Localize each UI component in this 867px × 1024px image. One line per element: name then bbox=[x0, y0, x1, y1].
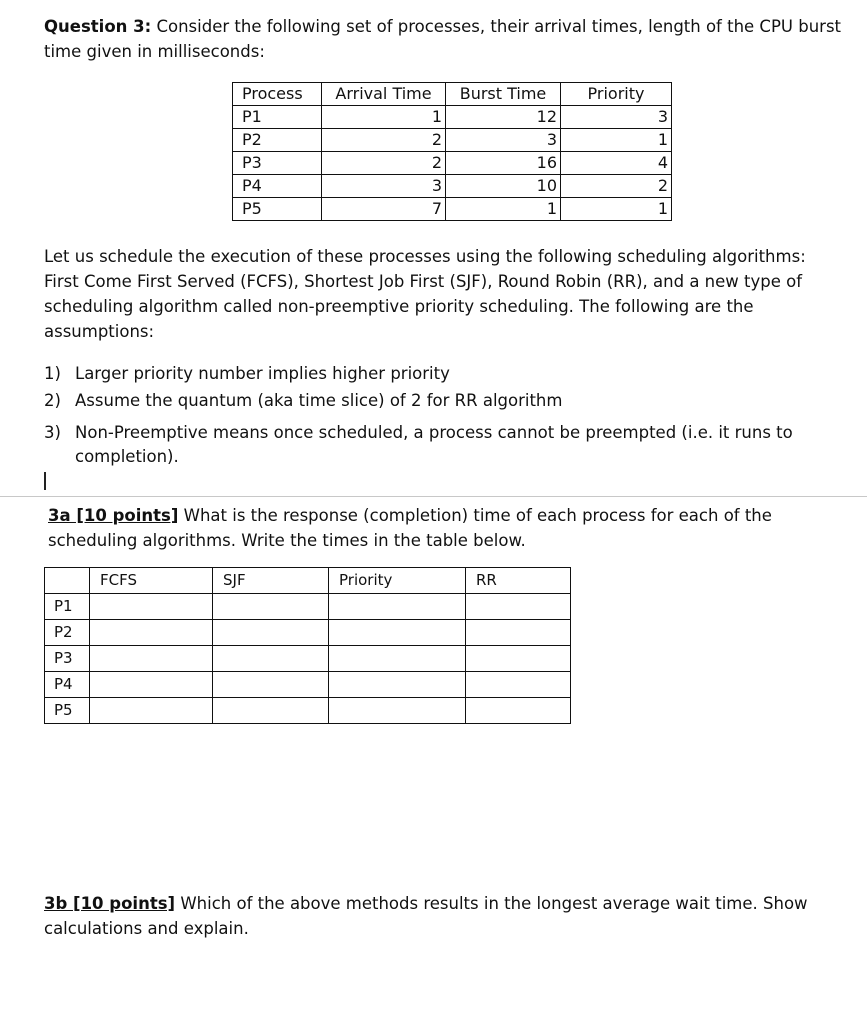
priority-cell: 4 bbox=[561, 152, 672, 175]
burst-cell: 12 bbox=[446, 106, 561, 129]
question-label: Question 3: bbox=[44, 17, 152, 36]
row-label: P2 bbox=[45, 620, 90, 646]
table-row bbox=[233, 106, 672, 129]
header-fcfs: FCFS bbox=[90, 568, 213, 594]
answer-cell[interactable] bbox=[466, 698, 571, 724]
table-row bbox=[233, 198, 672, 221]
priority-cell: 1 bbox=[561, 198, 672, 221]
part-a-label: 3a [10 points] bbox=[48, 506, 179, 525]
intro-paragraph: Let us schedule the execution of these processes using the following scheduling algorithms: First Come First Served (FCFS), Shortest Job First (SJF), Round Robin (RR), and a new type of scheduling algorithm called non-preemptive priority scheduling. The following are the assumptions: bbox=[44, 247, 806, 341]
burst-cell: 1 bbox=[446, 198, 561, 221]
process-table bbox=[232, 82, 672, 221]
header-burst-time: Burst Time bbox=[446, 83, 561, 106]
list-text: Larger priority number implies higher priority bbox=[75, 364, 450, 383]
priority-cell: 1 bbox=[561, 129, 672, 152]
answer-cell[interactable] bbox=[213, 698, 329, 724]
list-number: 3) bbox=[44, 423, 61, 442]
table-row bbox=[233, 175, 672, 198]
arrival-cell: 2 bbox=[322, 152, 446, 175]
row-label: P1 bbox=[45, 594, 90, 620]
answer-cell[interactable] bbox=[90, 698, 213, 724]
header-priority: Priority bbox=[561, 83, 672, 106]
table-row bbox=[45, 594, 571, 620]
answer-table-header bbox=[45, 568, 571, 594]
part-a-text: What is the response (completion) time of each process for each of the scheduling algorithms. Write the times in the table below. bbox=[48, 506, 772, 550]
answer-cell[interactable] bbox=[90, 672, 213, 698]
answer-cell[interactable] bbox=[329, 620, 466, 646]
part-b-text: Which of the above methods results in the longest average wait time. Show calculations and explain. bbox=[44, 894, 808, 938]
part-b-question bbox=[44, 891, 834, 941]
arrival-cell: 3 bbox=[322, 175, 446, 198]
answer-cell[interactable] bbox=[329, 594, 466, 620]
question-heading bbox=[44, 14, 854, 64]
arrival-cell: 1 bbox=[322, 106, 446, 129]
answer-table[interactable] bbox=[44, 567, 571, 724]
arrival-cell: 2 bbox=[322, 129, 446, 152]
process-table-header bbox=[233, 83, 672, 106]
process-cell: P5 bbox=[233, 198, 322, 221]
process-cell: P2 bbox=[233, 129, 322, 152]
answer-cell[interactable] bbox=[213, 646, 329, 672]
answer-cell[interactable] bbox=[90, 646, 213, 672]
priority-cell: 2 bbox=[561, 175, 672, 198]
answer-cell[interactable] bbox=[90, 620, 213, 646]
header-process: Process bbox=[233, 83, 322, 106]
answer-cell[interactable] bbox=[213, 594, 329, 620]
list-text: Non-Preemptive means once scheduled, a process cannot be preempted (i.e. it runs to completion). bbox=[75, 423, 793, 466]
table-row bbox=[45, 646, 571, 672]
page-divider bbox=[0, 496, 867, 497]
header-arrival-time: Arrival Time bbox=[322, 83, 446, 106]
answer-cell[interactable] bbox=[466, 672, 571, 698]
header-blank bbox=[45, 568, 90, 594]
row-label: P4 bbox=[45, 672, 90, 698]
process-cell: P1 bbox=[233, 106, 322, 129]
table-row bbox=[45, 672, 571, 698]
arrival-cell: 7 bbox=[322, 198, 446, 221]
answer-cell[interactable] bbox=[213, 620, 329, 646]
table-row bbox=[45, 620, 571, 646]
header-rr: RR bbox=[466, 568, 571, 594]
burst-cell: 3 bbox=[446, 129, 561, 152]
table-row bbox=[45, 698, 571, 724]
header-sjf: SJF bbox=[213, 568, 329, 594]
answer-cell[interactable] bbox=[329, 672, 466, 698]
process-cell: P4 bbox=[233, 175, 322, 198]
text-cursor bbox=[44, 472, 46, 490]
part-a-question bbox=[48, 503, 838, 553]
header-priority: Priority bbox=[329, 568, 466, 594]
part-b-label: 3b [10 points] bbox=[44, 894, 176, 913]
list-text: Assume the quantum (aka time slice) of 2 for RR algorithm bbox=[75, 391, 563, 410]
question-text: Consider the following set of processes, their arrival times, length of the CPU burst time given in milliseconds: bbox=[44, 17, 842, 61]
answer-cell[interactable] bbox=[466, 620, 571, 646]
answer-cell[interactable] bbox=[466, 594, 571, 620]
burst-cell: 10 bbox=[446, 175, 561, 198]
list-number: 1) bbox=[44, 364, 61, 383]
row-label: P3 bbox=[45, 646, 90, 672]
list-number: 2) bbox=[44, 391, 61, 410]
answer-cell[interactable] bbox=[466, 646, 571, 672]
row-label: P5 bbox=[45, 698, 90, 724]
process-cell: P3 bbox=[233, 152, 322, 175]
answer-cell[interactable] bbox=[329, 698, 466, 724]
burst-cell: 16 bbox=[446, 152, 561, 175]
table-row bbox=[233, 152, 672, 175]
answer-cell[interactable] bbox=[90, 594, 213, 620]
answer-cell[interactable] bbox=[329, 646, 466, 672]
priority-cell: 3 bbox=[561, 106, 672, 129]
table-row bbox=[233, 129, 672, 152]
answer-cell[interactable] bbox=[213, 672, 329, 698]
